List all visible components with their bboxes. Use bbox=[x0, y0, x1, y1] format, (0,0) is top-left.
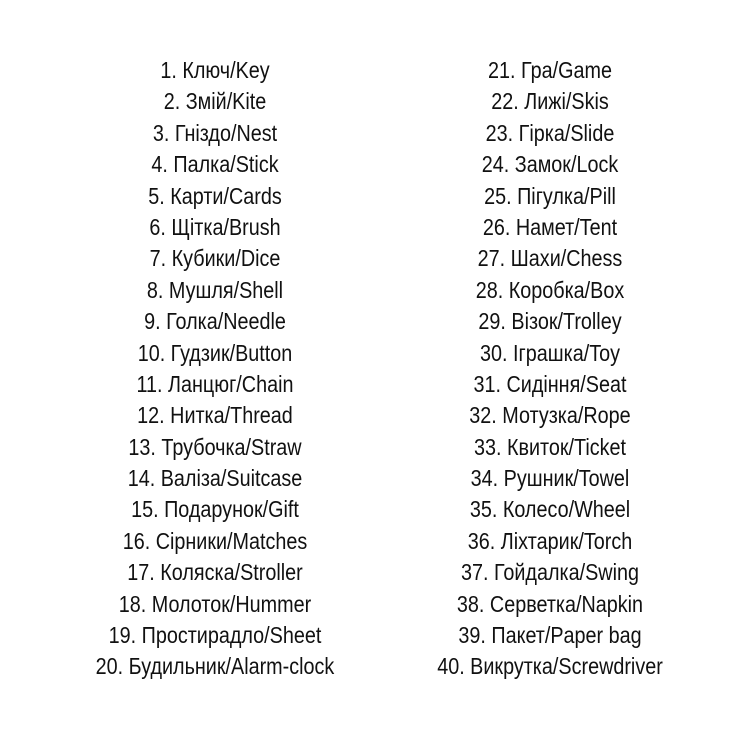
word-list-right-column bbox=[400, 55, 700, 683]
list-item: 3. Гніздо/Nest bbox=[152, 119, 278, 146]
list-item: 30. Іграшка/Toy bbox=[480, 339, 620, 366]
list-item: 25. Пігулка/Pill bbox=[484, 182, 616, 209]
list-item: 39. Пакет/Paper bag bbox=[458, 622, 642, 649]
list-item: 18. Молоток/Hummer bbox=[118, 590, 312, 617]
list-item: 40. Викрутка/Screwdriver bbox=[437, 653, 663, 680]
list-item: 10. Гудзик/Button bbox=[137, 339, 293, 366]
list-item: 34. Рушник/Towel bbox=[470, 465, 630, 492]
list-item: 37. Гойдалка/Swing bbox=[461, 559, 639, 586]
list-item: 17. Коляска/Stroller bbox=[127, 559, 303, 586]
list-item: 19. Простирадло/Sheet bbox=[108, 622, 322, 649]
list-item: 2. Змій/Kite bbox=[163, 88, 267, 115]
list-item: 32. Мотузка/Rope bbox=[469, 402, 631, 429]
list-item: 13. Трубочка/Straw bbox=[128, 433, 302, 460]
list-item: 29. Візок/Trolley bbox=[478, 308, 622, 335]
list-item: 6. Щітка/Brush bbox=[149, 213, 281, 240]
list-item: 9. Голка/Needle bbox=[144, 308, 286, 335]
list-item: 20. Будильник/Alarm-clock bbox=[95, 653, 335, 680]
list-item: 12. Нитка/Thread bbox=[137, 402, 293, 429]
list-item: 11. Ланцюг/Chain bbox=[136, 370, 294, 397]
list-item: 24. Замок/Lock bbox=[481, 151, 619, 178]
list-item: 16. Сірники/Matches bbox=[122, 527, 308, 554]
list-item: 26. Намет/Tent bbox=[482, 213, 618, 240]
list-item: 1. Ключ/Key bbox=[160, 57, 270, 83]
list-item: 8. Мушля/Shell bbox=[146, 276, 284, 303]
list-item: 21. Гра/Game bbox=[488, 57, 612, 83]
list-item: 7. Кубики/Dice bbox=[149, 245, 281, 272]
list-item: 36. Ліхтарик/Torch bbox=[467, 527, 633, 554]
list-item: 5. Карти/Cards bbox=[148, 182, 282, 209]
list-item: 38. Серветка/Napkin bbox=[456, 590, 644, 617]
list-item: 22. Лижі/Skis bbox=[491, 88, 609, 115]
list-item: 23. Гірка/Slide bbox=[485, 119, 615, 146]
list-item: 27. Шахи/Chess bbox=[477, 245, 623, 272]
list-item: 15. Подарунок/Gift bbox=[131, 496, 299, 523]
word-list-left-column bbox=[70, 55, 360, 683]
list-item: 35. Колесо/Wheel bbox=[469, 496, 631, 523]
list-item: 28. Коробка/Box bbox=[475, 276, 625, 303]
list-item: 4. Палка/Stick bbox=[151, 151, 279, 178]
list-item: 31. Сидіння/Seat bbox=[473, 370, 627, 397]
list-item: 14. Валіза/Suitcase bbox=[127, 465, 303, 492]
list-item: 33. Квиток/Ticket bbox=[473, 433, 627, 460]
